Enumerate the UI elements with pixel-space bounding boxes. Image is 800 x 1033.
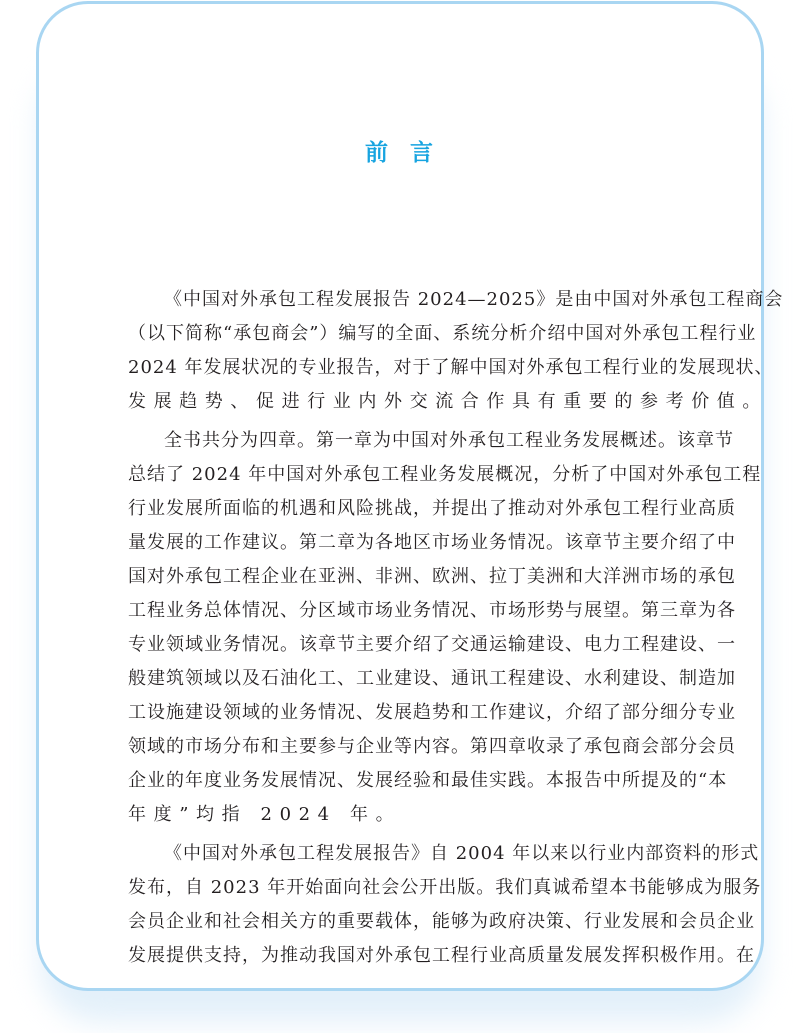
page-title: 前 言 — [364, 139, 435, 166]
text-line: 《中国对外承包工程发展报告 2024—2025》是由中国对外承包工程商会 — [164, 289, 784, 310]
text-line: 年度”均指 2024 年。 — [128, 804, 402, 825]
preface-body — [128, 283, 784, 978]
text-line: 行业发展所面临的机遇和风险挑战，并提出了推动对外承包工程行业高质 — [128, 498, 736, 519]
text-line: 国对外承包工程企业在亚洲、非洲、欧洲、拉丁美洲和大洋洲市场的承包 — [128, 566, 736, 587]
text-line: 企业的年度业务发展情况、发展经验和最佳实践。本报告中所提及的“本 — [128, 770, 728, 791]
text-line: 工设施建设领域的业务情况、发展趋势和工作建议，介绍了部分细分专业 — [128, 702, 736, 723]
text-line: 工程业务总体情况、分区域市场业务情况、市场形势与展望。第三章为各 — [128, 600, 736, 621]
text-line: 《中国对外承包工程发展报告》自 2004 年以来以行业内部资料的形式 — [164, 843, 760, 864]
text-line: 量发展的工作建议。第二章为各地区市场业务情况。该章节主要介绍了中 — [128, 532, 736, 553]
paragraph — [128, 283, 784, 419]
text-line: （以下简称“承包商会”）编写的全面、系统分析介绍中国对外承包工程行业 — [128, 323, 757, 344]
text-line: 发布，自 2023 年开始面向社会公开出版。我们真诚希望本书能够成为服务 — [128, 877, 762, 898]
text-line: 专业领域业务情况。该章节主要介绍了交通运输建设、电力工程建设、一 — [128, 634, 736, 655]
text-line: 会员企业和社会相关方的重要载体，能够为政府决策、行业发展和会员企业 — [128, 911, 755, 932]
text-line: 2024 年发展状况的专业报告，对于了解中国对外承包工程行业的发展现状、 — [128, 357, 774, 378]
text-line: 总结了 2024 年中国对外承包工程业务发展概况，分析了中国对外承包工程 — [128, 464, 762, 485]
text-line: 领域的市场分布和主要参与企业等内容。第四章收录了承包商会部分会员 — [128, 736, 736, 757]
paragraph — [128, 837, 762, 973]
text-line: 般建筑领域以及石油化工、工业建设、通讯工程建设、水利建设、制造加 — [128, 668, 736, 689]
text-line: 发展提供支持，为推动我国对外承包工程行业高质量发展发挥积极作用。在 — [128, 945, 755, 966]
text-line: 全书共分为四章。第一章为中国对外承包工程业务发展概述。该章节 — [164, 430, 734, 451]
text-line: 发展趋势、促进行业内外交流合作具有重要的参考价值。 — [128, 391, 768, 412]
paragraph — [128, 424, 762, 832]
